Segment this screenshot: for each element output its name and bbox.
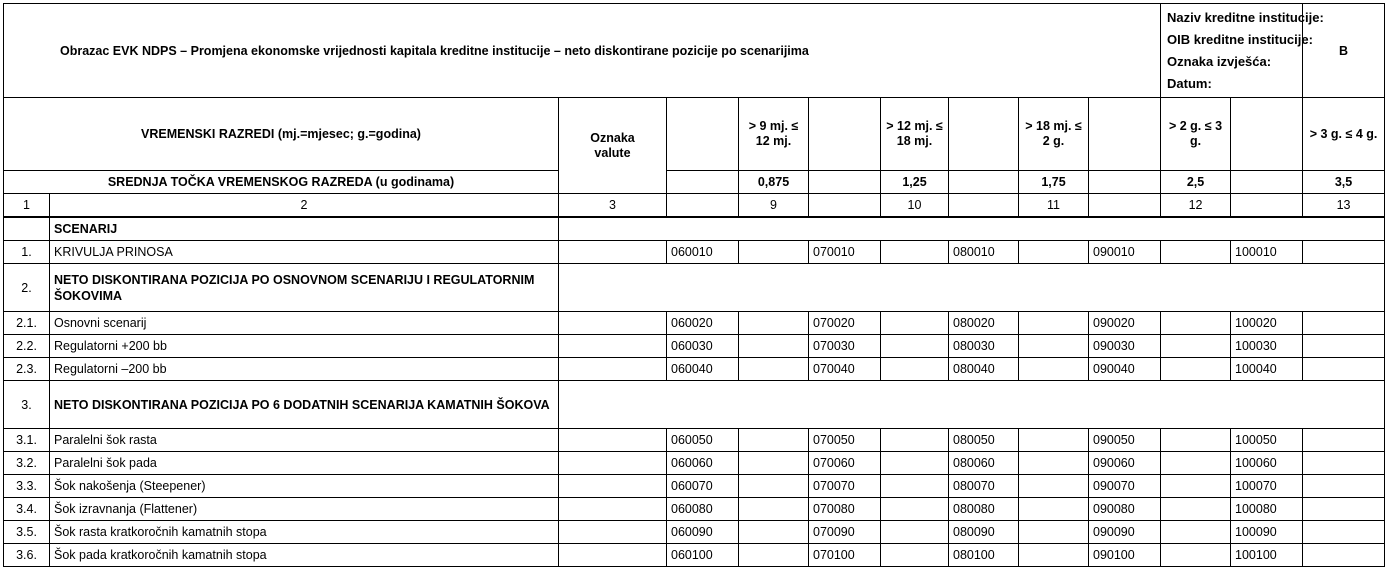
cell-code: 080030 [949, 335, 1019, 358]
row-number: 2. [4, 264, 50, 312]
table-row [4, 521, 1385, 544]
cell-code: 090070 [1089, 475, 1161, 498]
value-cell[interactable] [1303, 452, 1385, 475]
table-row [4, 335, 1385, 358]
row-number [4, 217, 50, 241]
value-cell[interactable] [881, 544, 949, 567]
cell-code: 060090 [667, 521, 739, 544]
cell-code: 060070 [667, 475, 739, 498]
value-cell[interactable] [881, 498, 949, 521]
currency-cell[interactable] [559, 521, 667, 544]
value-cell[interactable] [1161, 241, 1231, 264]
cell-code: 090010 [1089, 241, 1161, 264]
value-cell[interactable] [1019, 335, 1089, 358]
value-cell[interactable] [1303, 544, 1385, 567]
cell-code: 070100 [809, 544, 881, 567]
cell-code: 100100 [1231, 544, 1303, 567]
info-report-label: Oznaka izvješća: [1167, 53, 1272, 69]
cell-code: 060050 [667, 429, 739, 452]
bucket-header: > 9 mj. ≤ 12 mj. [739, 98, 809, 171]
currency-header: Oznaka valute [559, 98, 667, 194]
value-cell[interactable] [1161, 452, 1231, 475]
currency-cell[interactable] [559, 475, 667, 498]
row-number: 3.2. [4, 452, 50, 475]
value-cell[interactable] [1161, 429, 1231, 452]
midpoint-value: 2,5 [1161, 171, 1231, 194]
value-cell[interactable] [1019, 358, 1089, 381]
cell-code: 070040 [809, 358, 881, 381]
value-cell[interactable] [1161, 335, 1231, 358]
institution-info [1161, 4, 1324, 98]
value-cell[interactable] [1303, 335, 1385, 358]
cell-code: 100080 [1231, 498, 1303, 521]
row-label: Šok izravnanja (Flattener) [50, 498, 559, 521]
bucket-header: > 3 g. ≤ 4 g. [1303, 98, 1385, 171]
cell-code: 100090 [1231, 521, 1303, 544]
cell-code: 060080 [667, 498, 739, 521]
row-label: NETO DISKONTIRANA POZICIJA PO 6 DODATNIH SCENARIJA KAMATNIH ŠOKOVA [50, 381, 559, 429]
cell-code: 100030 [1231, 335, 1303, 358]
cell-code: 100040 [1231, 358, 1303, 381]
cell-code: 060100 [667, 544, 739, 567]
value-cell[interactable] [1161, 312, 1231, 335]
cell-code: 070050 [809, 429, 881, 452]
midpoint-value: 3,5 [1303, 171, 1385, 194]
table-row [4, 429, 1385, 452]
cell-code: 080050 [949, 429, 1019, 452]
row-label: Regulatorni +200 bb [50, 335, 559, 358]
value-cell[interactable] [739, 452, 809, 475]
currency-cell[interactable] [559, 498, 667, 521]
cell-code: 070070 [809, 475, 881, 498]
cell-code: 090100 [1089, 544, 1161, 567]
cell-code: 090090 [1089, 521, 1161, 544]
value-cell[interactable] [881, 358, 949, 381]
col-number: 11 [1019, 194, 1089, 218]
row-label: Šok pada kratkoročnih kamatnih stopa [50, 544, 559, 567]
cell-code: 080060 [949, 452, 1019, 475]
value-cell[interactable] [1303, 312, 1385, 335]
row-label: Osnovni scenarij [50, 312, 559, 335]
value-cell[interactable] [1019, 429, 1089, 452]
value-cell[interactable] [881, 452, 949, 475]
row-number: 3.5. [4, 521, 50, 544]
info-date-label: Datum: [1167, 75, 1212, 91]
value-cell[interactable] [739, 498, 809, 521]
value-cell[interactable] [1019, 312, 1089, 335]
info-oib-label: OIB kreditne institucije: [1167, 31, 1313, 47]
cell-code: 090040 [1089, 358, 1161, 381]
col-number: 9 [739, 194, 809, 218]
cell-code: 100020 [1231, 312, 1303, 335]
row-number: 3.4. [4, 498, 50, 521]
row-label: KRIVULJA PRINOSA [50, 241, 559, 264]
midpoint-value: 0,875 [739, 171, 809, 194]
value-cell[interactable] [1019, 498, 1089, 521]
col-number: 12 [1161, 194, 1231, 218]
cell-code: 060030 [667, 335, 739, 358]
cell-code: 060020 [667, 312, 739, 335]
value-cell[interactable] [881, 429, 949, 452]
cell-code: 090020 [1089, 312, 1161, 335]
cell-code: 100050 [1231, 429, 1303, 452]
value-cell[interactable] [881, 241, 949, 264]
cell-code: 060010 [667, 241, 739, 264]
row-label: Paralelni šok pada [50, 452, 559, 475]
cell-code: 090060 [1089, 452, 1161, 475]
table-row [4, 498, 1385, 521]
value-cell[interactable] [881, 335, 949, 358]
col-number: 10 [881, 194, 949, 218]
value-cell[interactable] [1303, 521, 1385, 544]
cell-code: 070080 [809, 498, 881, 521]
value-cell[interactable] [1161, 475, 1231, 498]
row-number: 2.3. [4, 358, 50, 381]
value-cell[interactable] [1303, 475, 1385, 498]
value-cell[interactable] [1161, 544, 1231, 567]
value-cell[interactable] [1303, 358, 1385, 381]
row-number: 3. [4, 381, 50, 429]
table-row [4, 452, 1385, 475]
cell-code: 080100 [949, 544, 1019, 567]
cell-code: 070030 [809, 335, 881, 358]
value-cell[interactable] [739, 475, 809, 498]
currency-cell[interactable] [559, 544, 667, 567]
bucket-header: > 12 mj. ≤ 18 mj. [881, 98, 949, 171]
table-row [4, 544, 1385, 567]
value-cell[interactable] [1019, 241, 1089, 264]
cell-code: 100070 [1231, 475, 1303, 498]
row-label: NETO DISKONTIRANA POZICIJA PO OSNOVNOM SCENARIJU I REGULATORNIM ŠOKOVIMA [50, 264, 559, 312]
row-number: 3.1. [4, 429, 50, 452]
empty-merged-cell [559, 381, 1385, 429]
table-row [4, 475, 1385, 498]
value-cell[interactable] [1161, 498, 1231, 521]
cell-code: 070010 [809, 241, 881, 264]
row-label: Paralelni šok rasta [50, 429, 559, 452]
currency-cell[interactable] [559, 429, 667, 452]
value-cell[interactable] [1161, 358, 1231, 381]
col-number: 2 [50, 194, 559, 218]
value-cell[interactable] [1303, 241, 1385, 264]
section-row [4, 264, 1385, 312]
empty-merged-cell [559, 264, 1385, 312]
form-code: B [1303, 4, 1385, 98]
value-cell[interactable] [739, 358, 809, 381]
bucket-header: > 18 mj. ≤ 2 g. [1019, 98, 1089, 171]
row-label: Šok rasta kratkoročnih kamatnih stopa [50, 521, 559, 544]
row-number: 3.3. [4, 475, 50, 498]
value-cell[interactable] [739, 429, 809, 452]
cell-code: 080040 [949, 358, 1019, 381]
cell-code: 090030 [1089, 335, 1161, 358]
cell-code: 100060 [1231, 452, 1303, 475]
row-label: Regulatorni –200 bb [50, 358, 559, 381]
value-cell[interactable] [881, 312, 949, 335]
cell-code: 070020 [809, 312, 881, 335]
cell-code: 090050 [1089, 429, 1161, 452]
info-name-label: Naziv kreditne institucije: [1167, 9, 1324, 25]
row-number: 3.6. [4, 544, 50, 567]
table-row [4, 358, 1385, 381]
midpoint-value: 1,75 [1019, 171, 1089, 194]
value-cell[interactable] [739, 544, 809, 567]
row-label: Šok nakošenja (Steepener) [50, 475, 559, 498]
value-cell[interactable] [1019, 452, 1089, 475]
value-cell[interactable] [881, 475, 949, 498]
cell-code: 070060 [809, 452, 881, 475]
value-cell[interactable] [881, 521, 949, 544]
cell-code: 080080 [949, 498, 1019, 521]
value-cell[interactable] [1161, 521, 1231, 544]
value-cell[interactable] [739, 521, 809, 544]
col-number: 3 [559, 194, 667, 218]
currency-cell[interactable] [559, 335, 667, 358]
cell-code: 080020 [949, 312, 1019, 335]
currency-cell[interactable] [559, 241, 667, 264]
cell-code: 060040 [667, 358, 739, 381]
value-cell[interactable] [1019, 521, 1089, 544]
value-cell[interactable] [739, 312, 809, 335]
col-number: 13 [1303, 194, 1385, 218]
empty-merged-cell [559, 217, 1385, 241]
bucket-header: > 2 g. ≤ 3 g. [1161, 98, 1231, 171]
cell-code: 080010 [949, 241, 1019, 264]
cell-code: 090080 [1089, 498, 1161, 521]
row-number: 1. [4, 241, 50, 264]
midpoint-label: SREDNJA TOČKA VREMENSKOG RAZREDA (u godinama) [4, 171, 559, 194]
currency-cell[interactable] [559, 312, 667, 335]
value-cell[interactable] [1303, 429, 1385, 452]
value-cell[interactable] [1019, 544, 1089, 567]
value-cell[interactable] [1019, 475, 1089, 498]
row-number: 2.1. [4, 312, 50, 335]
section-row [4, 217, 1385, 241]
row-label: SCENARIJ [50, 217, 559, 241]
form-title: Obrazac EVK NDPS – Promjena ekonomske vrijednosti kapitala kreditne institucije – neto diskontirane pozicije po scenarijima [4, 4, 1161, 98]
table-row [4, 241, 1385, 264]
evk-ndps-form-table [3, 3, 1385, 567]
time-buckets-header: VREMENSKI RAZREDI (mj.=mjesec; g.=godina) [4, 98, 559, 171]
cell-code: 080070 [949, 475, 1019, 498]
midpoint-value: 1,25 [881, 171, 949, 194]
value-cell[interactable] [739, 241, 809, 264]
cell-code: 080090 [949, 521, 1019, 544]
value-cell[interactable] [1303, 498, 1385, 521]
section-row [4, 381, 1385, 429]
cell-code: 070090 [809, 521, 881, 544]
currency-cell[interactable] [559, 452, 667, 475]
col-number: 1 [4, 194, 50, 218]
value-cell[interactable] [739, 335, 809, 358]
currency-cell[interactable] [559, 358, 667, 381]
cell-code: 100010 [1231, 241, 1303, 264]
cell-code: 060060 [667, 452, 739, 475]
table-row [4, 312, 1385, 335]
row-number: 2.2. [4, 335, 50, 358]
